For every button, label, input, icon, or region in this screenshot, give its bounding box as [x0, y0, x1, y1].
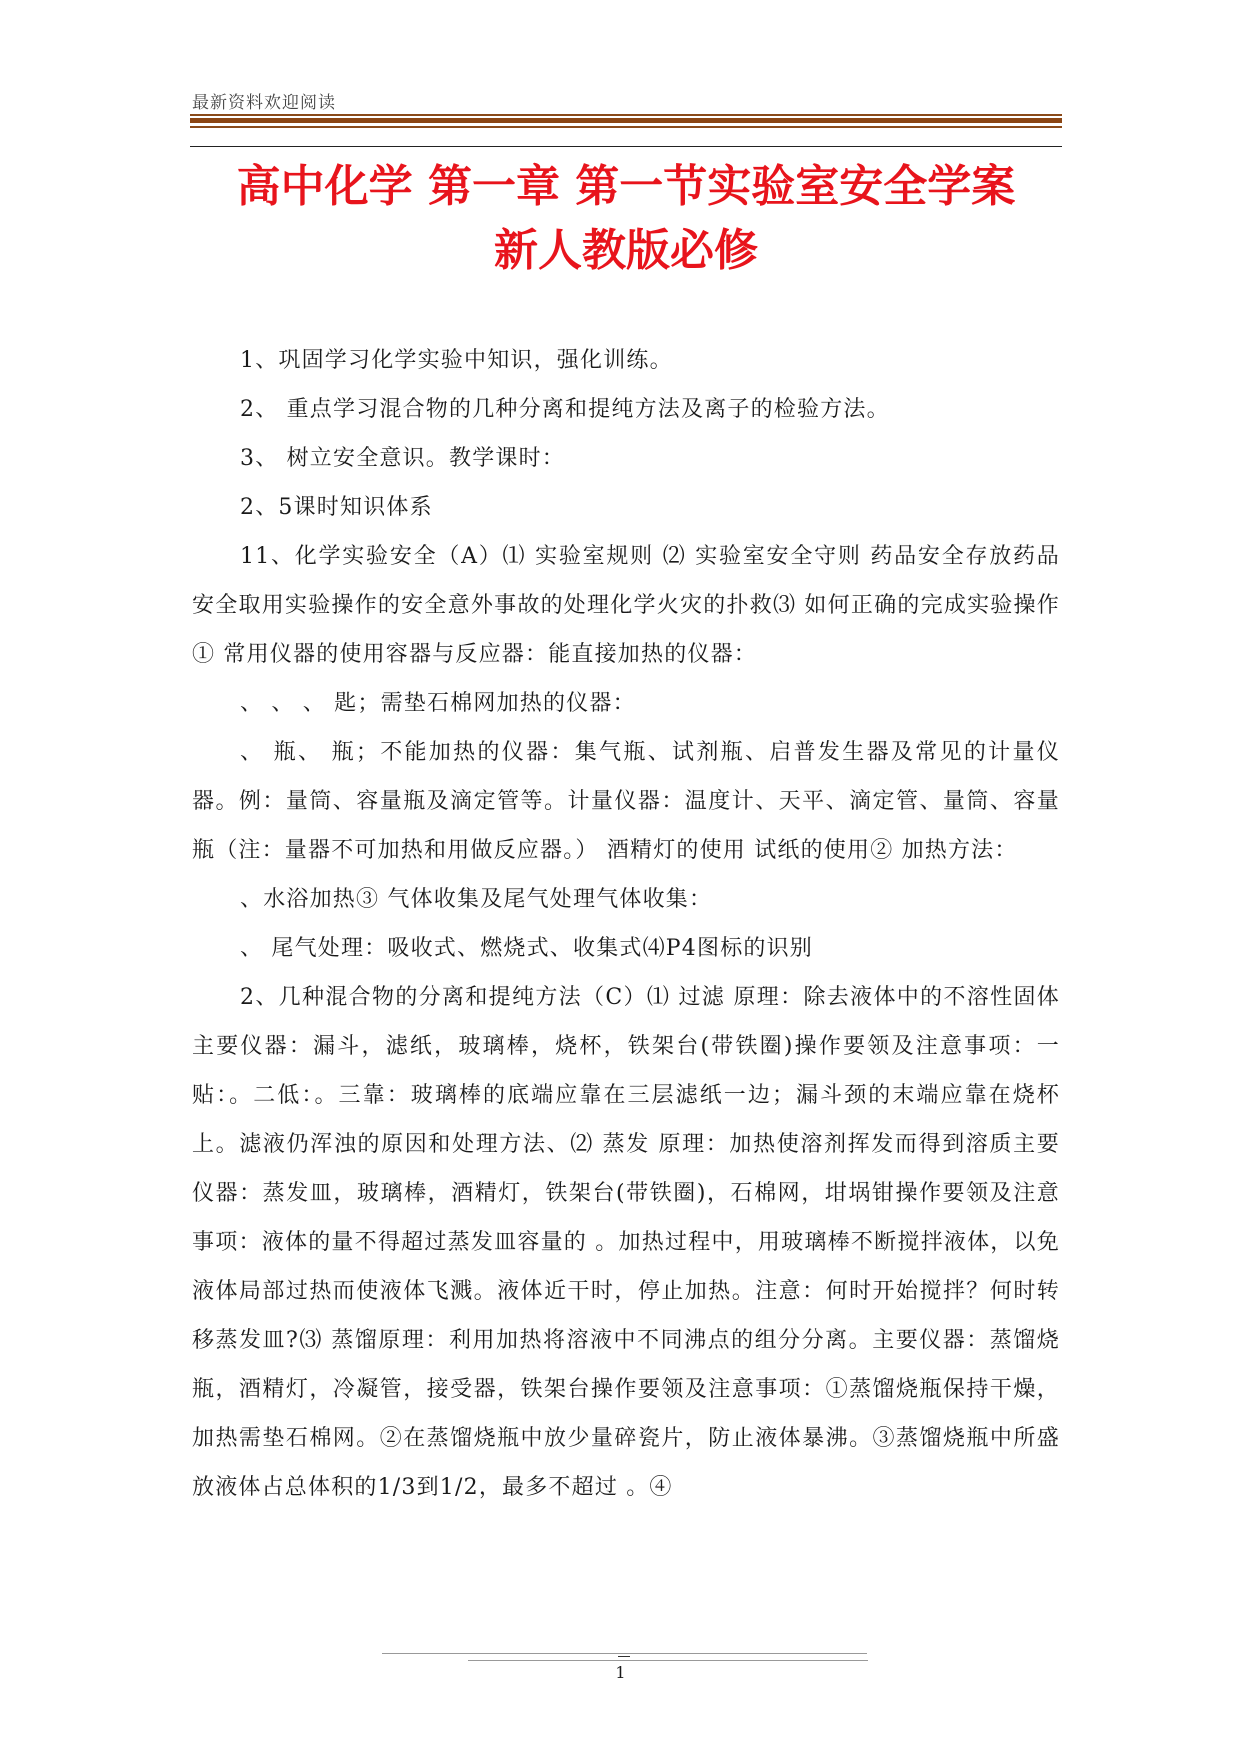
title-rule: [190, 146, 1062, 147]
header-rule-bottom: [190, 126, 1062, 128]
paragraph: 3、 树立安全意识。教学课时：: [240, 446, 565, 471]
footer-rule: [382, 1653, 867, 1654]
paragraph: 2、 重点学习混合物的几种分离和提纯方法及离子的检验方法。: [240, 397, 890, 422]
paragraph: 、水浴加热③ 气体收集及尾气处理气体收集：: [240, 887, 713, 912]
header-rule-top: [190, 114, 1062, 116]
paragraph: 11、化学实验安全（A）⑴ 实验室规则 ⑵ 实验室安全守则 药品安全存放药品安全取用实验操作的安全意外事故的处理化学火灾的扑救⑶ 如何正确的完成实验操作① 常用仪器的使用容器与反应器：能直接加热的仪器：: [192, 544, 1060, 667]
paragraph: 、 尾气处理：吸收式、燃烧式、收集式⑷P4图标的识别: [240, 936, 813, 961]
paragraph: 2、几种混合物的分离和提纯方法（C）⑴ 过滤 原理：除去液体中的不溶性固体主要仪器：漏斗，滤纸，玻璃棒，烧杯，铁架台(带铁圈)操作要领及注意事项：一贴：。二低：。三靠：玻璃棒的底端应靠在三层滤纸一边；漏斗颈的末端应靠在烧杯上。滤液仍浑浊的原因和处理方法、⑵ 蒸发 原理：加热使溶剂挥发而得到溶质主要仪器：蒸发皿，玻璃棒，酒精灯，铁架台(带铁圈)，石棉网，坩埚钳操作要领及注意事项：液体的量不得超过蒸发皿容量的 。加热过程中，用玻璃棒不断搅拌液体，以免液体局部过热而使液体飞溅。液体近干时，停止加热。注意：何时开始搅拌？何时转移蒸发皿?⑶ 蒸馏原理：利用加热将溶液中不同沸点的组分分离。主要仪器：蒸馏烧瓶，酒精灯，冷凝管，接受器，铁架台操作要领及注意事项：①蒸馏烧瓶保持干燥，加热需垫石棉网。②在蒸馏烧瓶中放少量碎瓷片，防止液体暴沸。③蒸馏烧瓶中所盛放液体占总体积的1/3到1/2，最多不超过 。④: [192, 985, 1060, 1500]
paragraph: 、 、 、 匙；需垫石棉网加热的仪器：: [240, 691, 636, 716]
document-body: [192, 336, 1060, 1512]
paragraph: 、 瓶、 瓶；不能加热的仪器：集气瓶、试剂瓶、启普发生器及常见的计量仪器。例：量筒、容量瓶及滴定管等。计量仪器：温度计、天平、滴定管、量筒、容量瓶（注：量器不可加热和用做反应器。） 酒精灯的使用 试纸的使用② 加热方法：: [192, 740, 1060, 863]
header-rule-thick: [190, 118, 1062, 123]
footer-dash: [618, 1656, 630, 1657]
paragraph: 1、巩固学习化学实验中知识，强化训练。: [240, 348, 673, 373]
paragraph: 2、5课时知识体系: [240, 495, 433, 520]
page-header-text: 最新资料欢迎阅读: [192, 93, 336, 113]
title-line-2: 新人教版必修: [494, 225, 758, 276]
footer-rule-lower: [468, 1660, 868, 1661]
document-title: [190, 155, 1062, 283]
title-line-1: 高中化学 第一章 第一节实验室安全学案: [236, 161, 1016, 212]
page-number: 1: [615, 1663, 626, 1682]
